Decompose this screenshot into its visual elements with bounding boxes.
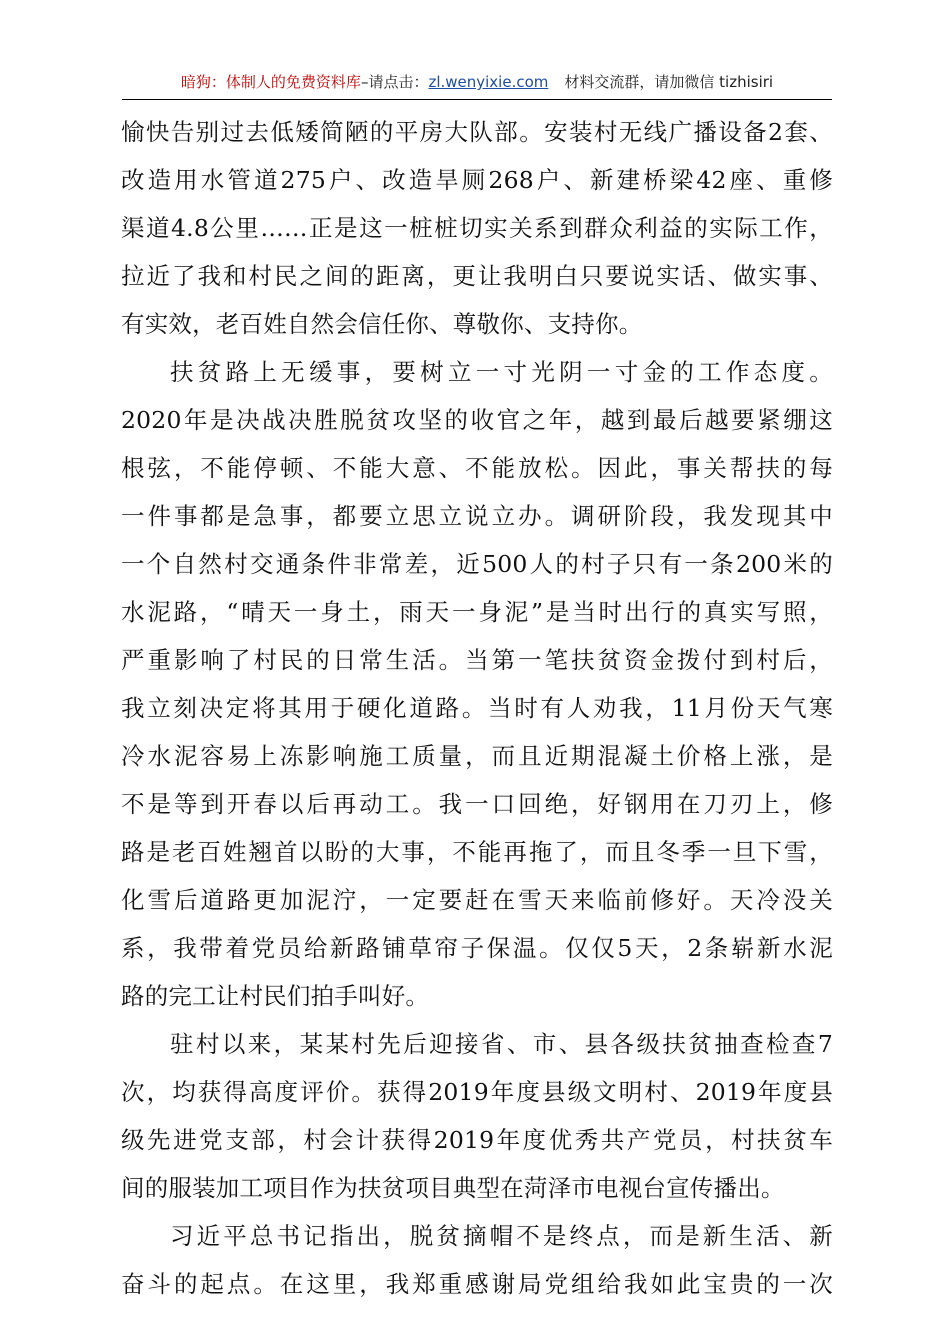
text-line: 不是等到开春以后再动工。我一口回绝，好钢用在刀刃上，修 [121, 790, 833, 818]
text-line: 一件事都是急事，都要立思立说立办。调研阶段，我发现其中 [121, 502, 833, 530]
text-line: 渠道4.8公里……正是这一桩桩切实关系到群众利益的实际工作， [121, 214, 833, 242]
text-line: 水泥路，“晴天一身土，雨天一身泥”是当时出行的真实写照， [121, 598, 833, 626]
text-line: 有实效，老百姓自然会信任你、尊敬你、支持你。 [121, 310, 643, 338]
site-link[interactable]: zl.wenyixie.com [428, 73, 549, 91]
click-prompt: –请点击： [360, 73, 429, 91]
text-line: 愉快告别过去低矮简陋的平房大队部。安装村无线广播设备2套、 [121, 118, 833, 146]
page-header [122, 66, 832, 98]
text-line: 奋斗的起点。在这里，我郑重感谢局党组给我如此宝贵的一次 [121, 1270, 833, 1298]
text-line: 化雪后道路更加泥泞，一定要赶在雪天来临前修好。天冷没关 [121, 886, 833, 914]
text-line: 级先进党支部，村会计获得2019年度优秀共产党员，村扶贫车 [121, 1126, 833, 1154]
text-line: 改造用水管道275户、改造旱厕268户、新建桥梁42座、重修 [121, 166, 833, 194]
site-name: 暗狗：体制人的免费资料库 [180, 73, 361, 91]
contact-text: 材料交流群，请加微信 tizhisiri [564, 73, 774, 91]
header-divider [122, 99, 832, 100]
text-line: 路的完工让村民们拍手叫好。 [121, 982, 430, 1010]
text-line: 拉近了我和村民之间的距离，更让我明白只要说实话、做实事、 [121, 262, 833, 290]
text-line: 扶贫路上无缓事，要树立一寸光阴一寸金的工作态度。 [170, 358, 833, 386]
text-line: 根弦，不能停顿、不能大意、不能放松。因此，事关帮扶的每 [121, 454, 833, 482]
text-line: 一个自然村交通条件非常差，近500人的村子只有一条200米的 [121, 550, 833, 578]
text-line: 驻村以来，某某村先后迎接省、市、县各级扶贫抽查检查7 [170, 1030, 833, 1058]
text-line: 严重影响了村民的日常生活。当第一笔扶贫资金拨付到村后， [121, 646, 833, 674]
text-line: 冷水泥容易上冻影响施工质量，而且近期混凝土价格上涨，是 [121, 742, 833, 770]
document-body [121, 108, 833, 1308]
text-line: 习近平总书记指出，脱贫摘帽不是终点，而是新生活、新 [170, 1222, 833, 1250]
text-line: 次，均获得高度评价。获得2019年度县级文明村、2019年度县 [121, 1078, 833, 1106]
text-line: 间的服装加工项目作为扶贫项目典型在菏泽市电视台宣传播出。 [121, 1174, 785, 1202]
text-line: 系，我带着党员给新路铺草帘子保温。仅仅5天，2条崭新水泥 [121, 934, 833, 962]
text-line: 我立刻决定将其用于硬化道路。当时有人劝我，11月份天气寒 [121, 694, 833, 722]
text-line: 路是老百姓翘首以盼的大事，不能再拖了，而且冬季一旦下雪， [121, 838, 833, 866]
text-line: 2020年是决战决胜脱贫攻坚的收官之年，越到最后越要紧绷这 [121, 406, 833, 434]
